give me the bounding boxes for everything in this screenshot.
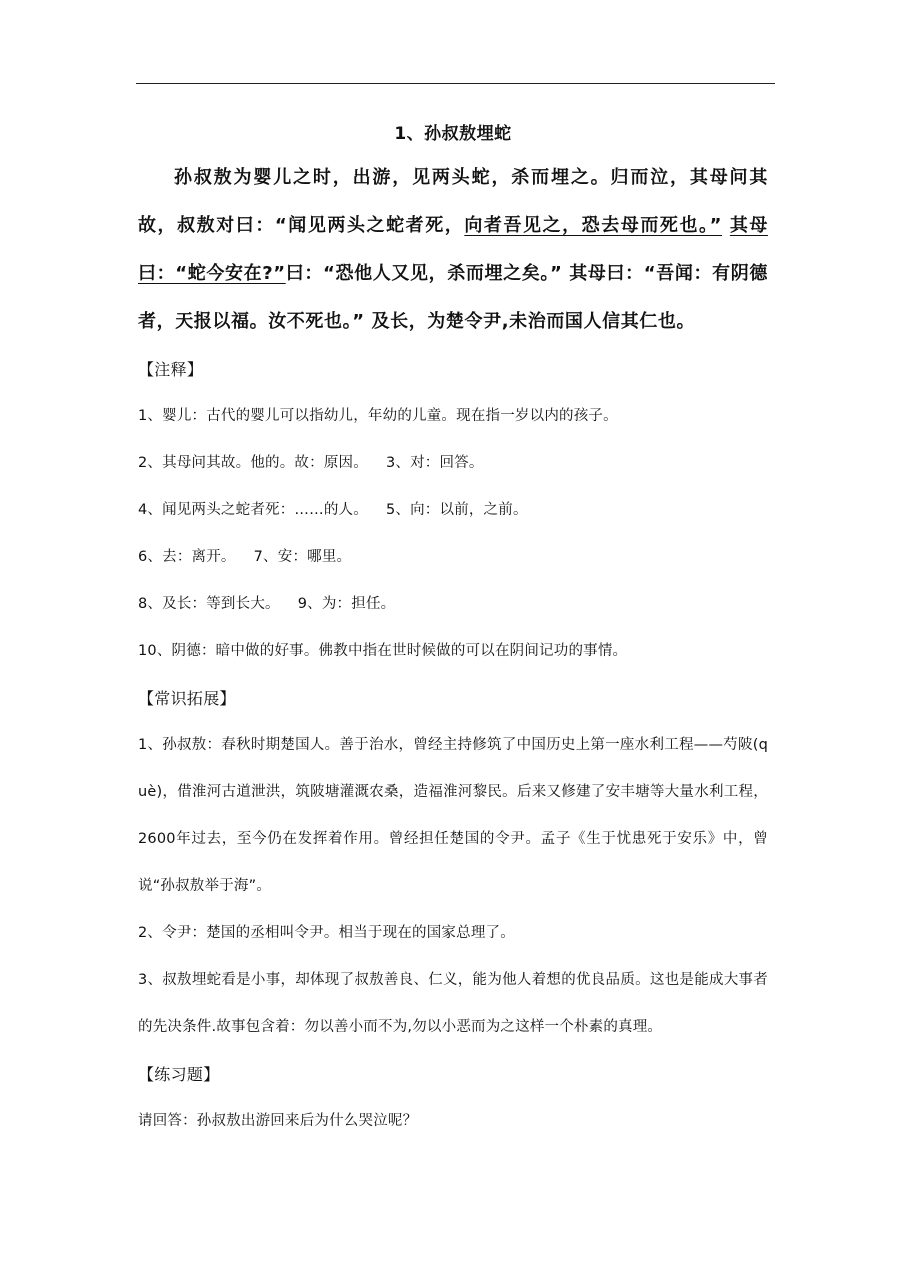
note-line-5 (138, 581, 768, 628)
knowledge-heading: 【常识拓展】 (138, 689, 236, 708)
note-item: 4、闻见两头之蛇者死：……的人。 (138, 502, 368, 518)
note-line-2 (138, 440, 768, 487)
story-underlined-2: 其母曰：“蛇今安在?” (138, 215, 769, 284)
note-item: 5、向：以前，之前。 (385, 502, 528, 518)
story-paragraph (138, 154, 768, 346)
story-text-1: 孙叔敖为婴儿之时，出游，见两头蛇，杀而埋之。归而泣，其母问其故，叔敖对曰：“闻见两头之蛇者死， (138, 167, 768, 236)
document-body (138, 118, 768, 1145)
note-line-4 (138, 534, 768, 581)
story-underlined-1: 向者吾见之，恐去母而死也。” (464, 215, 723, 236)
knowledge-item-1: 1、孙叔敖：春秋时期楚国人。善于治水，曾经主持修筑了中国历史上第一座水利工程——芍陂(què)，借淮河古道泄洪，筑陂塘灌溉农桑，造福淮河黎民。后来又修建了安丰塘等大量水利工程，2600年过去，至今仍在发挥着作用。曾经担任楚国的令尹。孟子《生于忧患死于安乐》中，曾说“孙叔敖举于海”。 (138, 737, 768, 894)
note-line-6 (138, 628, 768, 675)
note-item: 6、去：离开。 (138, 549, 236, 565)
exercise-question: 请回答：孙叔敖出游回来后为什么哭泣呢？ (138, 1113, 418, 1129)
story-text-2 (722, 215, 730, 236)
exercise-heading: 【练习题】 (138, 1065, 220, 1084)
note-item: 1、婴儿：古代的婴儿可以指幼儿，年幼的儿童。现在指一岁以内的孩子。 (138, 408, 618, 424)
note-line-1 (138, 393, 768, 440)
header-rule (136, 83, 775, 84)
note-item: 2、其母问其故。他的。故：原因。 (138, 455, 368, 471)
note-item: 7、安：哪里。 (253, 549, 352, 565)
note-line-3 (138, 487, 768, 534)
notes-heading: 【注释】 (138, 360, 204, 379)
note-item: 9、为：担任。 (297, 596, 396, 612)
note-item: 10、阴德：暗中做的好事。佛教中指在世时候做的可以在阴间记功的事情。 (138, 643, 628, 659)
note-item: 3、对：回答。 (385, 455, 484, 471)
knowledge-item-2: 2、令尹：楚国的丞相叫令尹。相当于现在的国家总理了。 (138, 925, 515, 941)
knowledge-item-3: 3、叔敖埋蛇看是小事，却体现了叔敖善良、仁义，能为他人着想的优良品质。这也是能成大事者的先决条件.故事包含着：勿以善小而不为,勿以小恶而为之这样一个朴素的真理。 (138, 972, 768, 1035)
story-text-3: 曰：“恐他人又见，杀而埋之矣。” 其母曰：“吾闻：有阴德者，天报以福。汝不死也。” 及长，为楚令尹,未治而国人信其仁也。 (138, 263, 768, 332)
page-title: 1、孙叔敖埋蛇 (394, 124, 512, 144)
note-item: 8、及长：等到长大。 (138, 596, 280, 612)
